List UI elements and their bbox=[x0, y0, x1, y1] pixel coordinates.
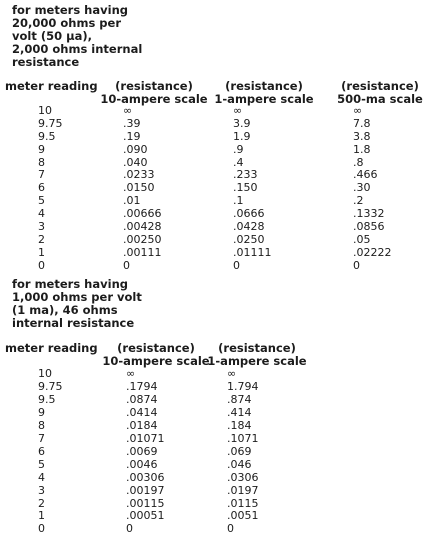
section2-column-header: 10-ampere scale bbox=[102, 354, 210, 368]
resistance-cell: .0306 bbox=[227, 470, 259, 484]
section2-resistance-header-col1: (resistance) bbox=[117, 341, 195, 355]
resistance-cell: .0184 bbox=[126, 418, 158, 432]
resistance-cell: .02222 bbox=[353, 245, 392, 259]
meter-reading-cell: 10 bbox=[38, 104, 52, 117]
resistance-cell: .0197 bbox=[227, 483, 259, 497]
section1-column-header: 10-ampere scale bbox=[100, 92, 208, 106]
resistance-cell: .874 bbox=[227, 392, 252, 406]
section2-heading-line-3: (1 ma), 46 ohms bbox=[12, 303, 118, 317]
resistance-cell: ∞ bbox=[126, 367, 136, 380]
section1-resistance-header-col3: (resistance) bbox=[341, 79, 419, 93]
resistance-cell: .0150 bbox=[123, 181, 155, 195]
resistance-cell: .1071 bbox=[227, 431, 259, 445]
meter-reading-cell: 6 bbox=[38, 181, 45, 195]
meter-reading-cell: 9.75 bbox=[38, 379, 63, 393]
section2-resistance-header-col2: (resistance) bbox=[218, 341, 296, 355]
resistance-cell: .4 bbox=[233, 155, 244, 169]
resistance-cell: .39 bbox=[123, 116, 141, 130]
section1-meter-reading-header: meter reading bbox=[5, 79, 98, 93]
resistance-cell: .01071 bbox=[126, 431, 165, 445]
resistance-cell: .00306 bbox=[126, 470, 165, 484]
resistance-cell: .0046 bbox=[126, 457, 158, 471]
resistance-cell: .069 bbox=[227, 444, 252, 458]
section1-resistance-header-col1: (resistance) bbox=[115, 79, 193, 93]
section2-heading-line-4: internal resistance bbox=[12, 316, 135, 330]
section1-heading-line-5: resistance bbox=[12, 55, 80, 69]
meter-reading-cell: 9.5 bbox=[38, 129, 56, 143]
meter-reading-cell: 7 bbox=[38, 431, 45, 445]
meter-reading-cell: 4 bbox=[38, 470, 45, 484]
meter-reading-cell: 0 bbox=[38, 522, 45, 536]
resistance-cell: .466 bbox=[353, 168, 378, 182]
resistance-cell: 3.9 bbox=[233, 116, 251, 130]
section1-heading-line-3: volt (50 μa), bbox=[12, 29, 92, 43]
meter-reading-cell: 2 bbox=[38, 232, 45, 246]
meter-reading-cell: 6 bbox=[38, 444, 45, 458]
section1-heading-line-1: for meters having bbox=[12, 3, 128, 17]
meter-reading-cell: 9 bbox=[38, 405, 45, 419]
resistance-cell: .414 bbox=[227, 405, 252, 419]
resistance-cell: 7.8 bbox=[353, 116, 371, 130]
section1-heading-line-2: 20,000 ohms per bbox=[12, 16, 122, 30]
resistance-cell: .0414 bbox=[126, 405, 158, 419]
meter-reading-cell: 7 bbox=[38, 168, 45, 182]
resistance-cell: .150 bbox=[233, 181, 258, 195]
resistance-cell: .9 bbox=[233, 142, 244, 156]
meter-reading-cell: 1 bbox=[38, 509, 45, 523]
resistance-cell: 0 bbox=[123, 258, 130, 272]
resistance-cell: .00051 bbox=[126, 509, 165, 523]
meter-reading-cell: 9.75 bbox=[38, 116, 63, 130]
resistance-cell: ∞ bbox=[123, 104, 133, 117]
meter-reading-cell: 5 bbox=[38, 194, 45, 208]
resistance-cell: 3.8 bbox=[353, 129, 371, 143]
resistance-cell: ∞ bbox=[233, 104, 243, 117]
section2-meter-reading-header: meter reading bbox=[5, 341, 98, 355]
resistance-cell: .00115 bbox=[126, 496, 165, 510]
section1-column-header: 500-ma scale bbox=[337, 92, 423, 106]
resistance-cell: 0 bbox=[353, 258, 360, 272]
meter-reading-cell: 9.5 bbox=[38, 392, 56, 406]
resistance-cell: .00250 bbox=[123, 232, 162, 246]
resistance-cell: .046 bbox=[227, 457, 252, 471]
meter-reading-cell: 3 bbox=[38, 483, 45, 497]
resistance-cell: 0 bbox=[227, 522, 234, 536]
meter-reading-cell: 2 bbox=[38, 496, 45, 510]
resistance-cell: .0250 bbox=[233, 232, 265, 246]
section2-column-header: 1-ampere scale bbox=[207, 354, 307, 368]
resistance-cell: .0069 bbox=[126, 444, 158, 458]
resistance-cell: .01111 bbox=[233, 245, 272, 259]
resistance-cell: ∞ bbox=[353, 104, 363, 117]
resistance-cell: .00666 bbox=[123, 207, 162, 221]
resistance-cell: .30 bbox=[353, 181, 371, 195]
resistance-cell: 0 bbox=[233, 258, 240, 272]
meter-reading-cell: 10 bbox=[38, 367, 52, 380]
resistance-cell: ∞ bbox=[227, 367, 237, 380]
meter-reading-cell: 3 bbox=[38, 219, 45, 233]
resistance-cell: .0874 bbox=[126, 392, 158, 406]
resistance-cell: .184 bbox=[227, 418, 252, 432]
resistance-cell: .1 bbox=[233, 194, 244, 208]
resistance-cell: .8 bbox=[353, 155, 364, 169]
section2-heading-line-2: 1,000 ohms per volt bbox=[12, 290, 142, 304]
resistance-cell: .090 bbox=[123, 142, 148, 156]
resistance-cell: .0233 bbox=[123, 168, 155, 182]
resistance-cell: .00197 bbox=[126, 483, 165, 497]
resistance-cell: .1794 bbox=[126, 379, 158, 393]
resistance-cell: 1.794 bbox=[227, 379, 259, 393]
meter-reading-cell: 1 bbox=[38, 245, 45, 259]
resistance-cell: .00428 bbox=[123, 219, 162, 233]
resistance-cell: 1.8 bbox=[353, 142, 371, 156]
resistance-cell: .233 bbox=[233, 168, 258, 182]
resistance-cell: .1332 bbox=[353, 207, 385, 221]
resistance-cell: .05 bbox=[353, 232, 371, 246]
resistance-cell: 0 bbox=[126, 522, 133, 536]
meter-reading-cell: 0 bbox=[38, 258, 45, 272]
resistance-cell: .0666 bbox=[233, 207, 265, 221]
resistance-cell: .0856 bbox=[353, 219, 385, 233]
resistance-cell: .01 bbox=[123, 194, 141, 208]
section2-heading-line-1: for meters having bbox=[12, 277, 128, 291]
resistance-cell: .0115 bbox=[227, 496, 259, 510]
meter-reading-cell: 4 bbox=[38, 207, 45, 221]
resistance-cell: .0051 bbox=[227, 509, 259, 523]
meter-reading-cell: 8 bbox=[38, 155, 45, 169]
resistance-cell: .2 bbox=[353, 194, 364, 208]
resistance-cell: .040 bbox=[123, 155, 148, 169]
section1-column-header: 1-ampere scale bbox=[214, 92, 314, 106]
resistance-cell: .0428 bbox=[233, 219, 265, 233]
resistance-cell: 1.9 bbox=[233, 129, 251, 143]
resistance-cell: .00111 bbox=[123, 245, 162, 259]
meter-reading-cell: 5 bbox=[38, 457, 45, 471]
resistance-cell: .19 bbox=[123, 129, 141, 143]
meter-reading-cell: 8 bbox=[38, 418, 45, 432]
section1-resistance-header-col2: (resistance) bbox=[225, 79, 303, 93]
meter-reading-cell: 9 bbox=[38, 142, 45, 156]
section1-heading-line-4: 2,000 ohms internal bbox=[12, 42, 143, 56]
